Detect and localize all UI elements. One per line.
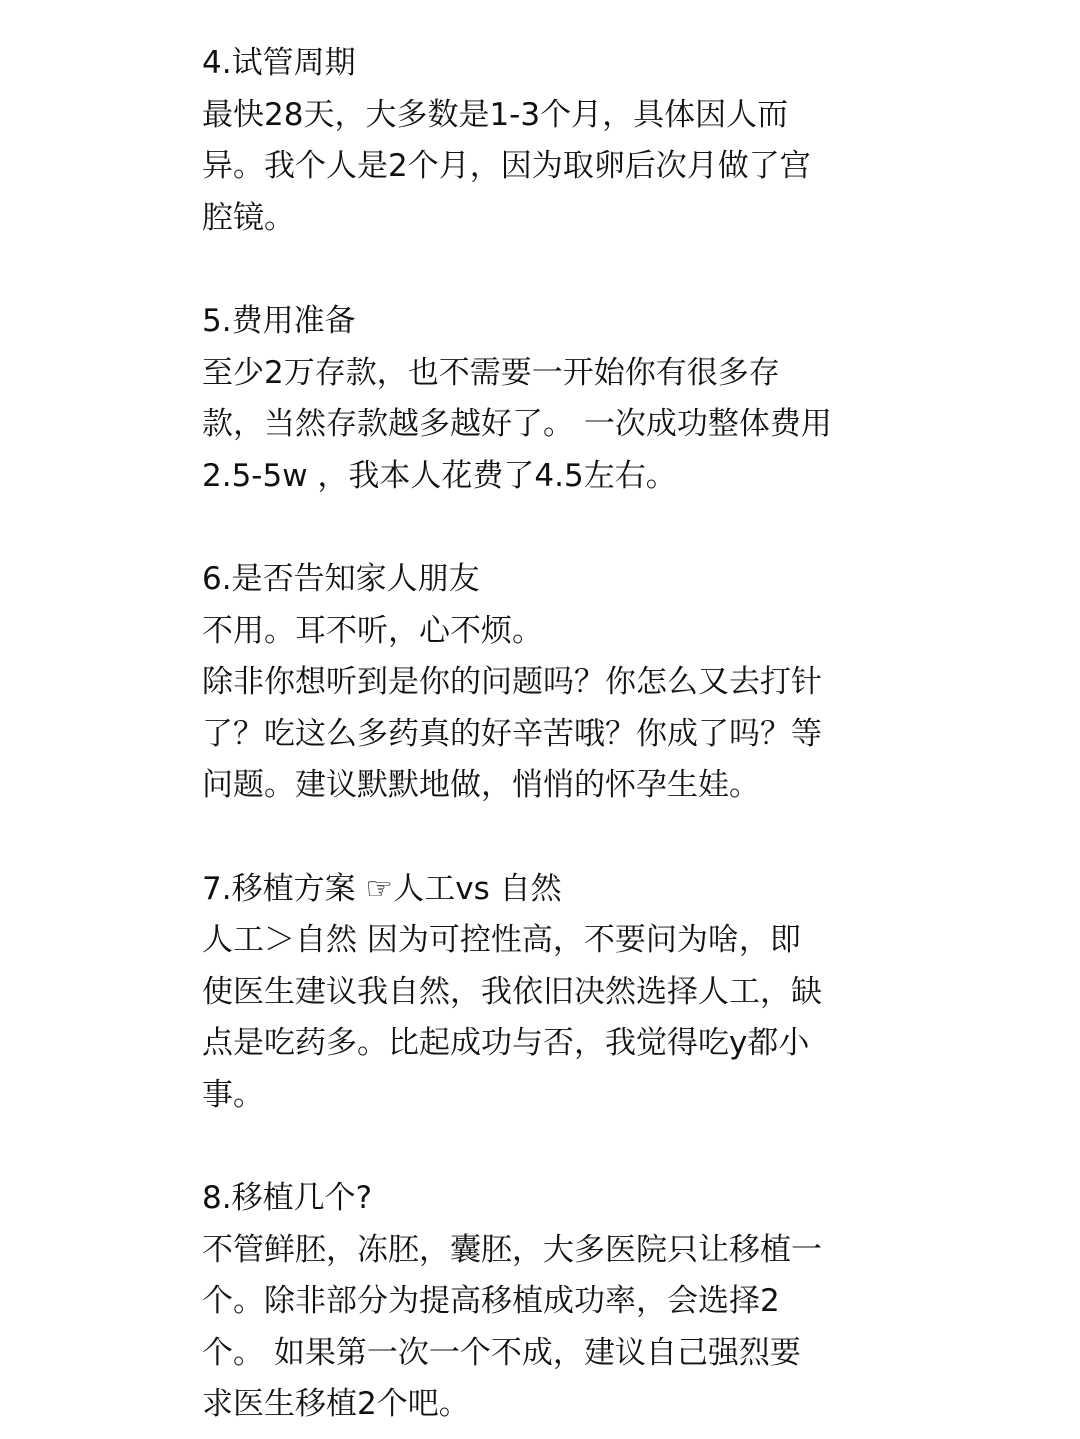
section-heading: 5.费用准备 xyxy=(202,303,356,339)
section-heading: 4.试管周期 xyxy=(202,45,356,81)
section-embryo-count xyxy=(202,1173,902,1431)
paragraph-line: 点是吃药多。比起成功与否，我觉得吃y都小 xyxy=(202,1025,810,1061)
paragraph-line: 个。除非部分为提高移植成功率，会选择2 xyxy=(202,1283,780,1319)
section-heading: 7.移植方案 ☞人工vs 自然 xyxy=(202,870,562,907)
paragraph-line: 使医生建议我自然，我依旧决然选择人工，缺 xyxy=(202,973,822,1010)
article-body xyxy=(202,38,902,1431)
section-heading: 6.是否告知家人朋友 xyxy=(202,561,480,597)
paragraph-line: 求医生移植2个吧。 xyxy=(202,1386,470,1422)
paragraph-line: 问题。建议默默地做，悄悄的怀孕生娃。 xyxy=(202,767,760,803)
section-cost-preparation xyxy=(202,296,902,502)
paragraph-line: 不管鲜胚，冻胚，囊胚，大多医院只让移植一 xyxy=(202,1231,822,1268)
section-tell-family xyxy=(202,554,902,812)
section-heading: 8.移植几个? xyxy=(202,1180,373,1216)
paragraph-line: 不用。耳不听，心不烦。 xyxy=(202,612,543,649)
paragraph-line: 款，当然存款越多越好了。 一次成功整体费用 xyxy=(202,406,832,442)
paragraph-line: 除非你想听到是你的问题吗？你怎么又去打针 xyxy=(202,664,822,700)
paragraph-line: 至少2万存款，也不需要一开始你有很多存 xyxy=(202,354,780,391)
paragraph-line: 腔镜。 xyxy=(202,199,295,236)
paragraph-line: 个。 如果第一次一个不成，建议自己强烈要 xyxy=(202,1334,801,1371)
paragraph-line: 事。 xyxy=(202,1076,264,1113)
paragraph-line: 异。我个人是2个月，因为取卵后次月做了宫 xyxy=(202,148,811,184)
paragraph-line: 了？吃这么多药真的好辛苦哦？你成了吗？等 xyxy=(202,715,822,752)
section-transfer-plan xyxy=(202,864,902,1122)
paragraph-line: 人工＞自然 因为可控性高，不要问为啥，即 xyxy=(202,922,801,958)
section-ivf-cycle xyxy=(202,38,902,244)
paragraph-line: 最快28天，大多数是1-3个月，具体因人而 xyxy=(202,96,789,133)
paragraph-line: 2.5-5w ，我本人花费了4.5左右。 xyxy=(202,457,677,494)
